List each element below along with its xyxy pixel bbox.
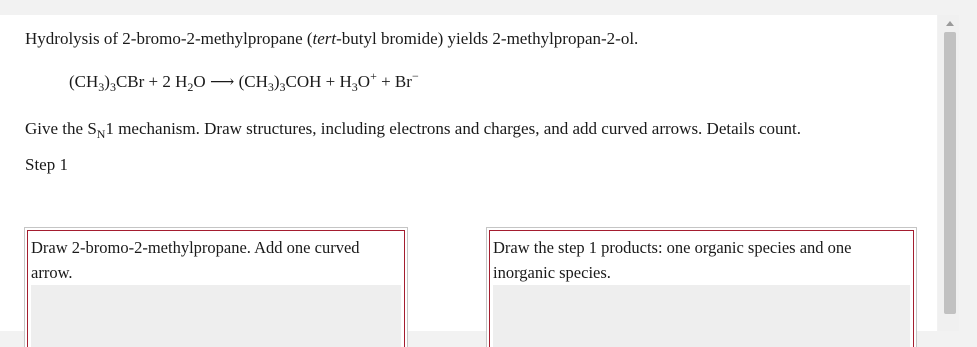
drawing-canvas[interactable] [31, 285, 401, 347]
eq-subscript: 3 [109, 80, 116, 94]
step-label: Step 1 [25, 155, 68, 174]
eq-part: ) [273, 72, 280, 91]
drawing-canvas[interactable] [493, 285, 910, 347]
eq-part: (CH [69, 72, 99, 91]
question-intro [25, 29, 638, 49]
draw-panel-products [486, 227, 917, 347]
intro-italic: tert [312, 29, 337, 48]
eq-subscript: 2 [187, 80, 194, 94]
intro-text-start: Hydrolysis of 2-bromo-2-methylpropane ( [25, 29, 313, 48]
vertical-scrollbar[interactable] [938, 15, 959, 331]
eq-part: O [193, 72, 206, 91]
eq-part: O [357, 72, 371, 91]
eq-part: (CH [238, 72, 268, 91]
eq-part: COH + H [285, 72, 352, 91]
question-instructions [25, 119, 801, 139]
panel-prompt: Draw the step 1 products: one organic species and one inorganic species. [493, 238, 852, 282]
panel-prompt: Draw 2-bromo-2-methylpropane. Add one curved arrow. [31, 238, 360, 282]
eq-subscript: 3 [279, 80, 286, 94]
eq-subscript: 3 [351, 80, 358, 94]
eq-part: CBr + 2 H [115, 72, 188, 91]
scroll-up-arrow-icon[interactable] [946, 21, 954, 26]
scrollbar-thumb[interactable] [944, 32, 956, 314]
instr-subscript: N [96, 127, 106, 141]
eq-part: + Br [376, 72, 412, 91]
eq-superscript: + [370, 69, 377, 83]
eq-subscript: 3 [98, 80, 105, 94]
reaction-arrow: ⟶ [205, 72, 239, 91]
reaction-equation [69, 69, 419, 94]
eq-subscript: 3 [267, 80, 274, 94]
eq-part: ) [104, 72, 110, 91]
panel-frame [27, 230, 405, 347]
eq-superscript: − [411, 69, 419, 83]
instr-text-start: Give the S [25, 119, 97, 138]
intro-text-end: -butyl bromide) yields 2-methylpropan-2-ol. [336, 29, 639, 48]
question-content [0, 15, 937, 331]
draw-panel-reactant [24, 227, 408, 347]
panel-frame [489, 230, 914, 347]
instr-text-end: 1 mechanism. Draw structures, including electrons and charges, and add curved arrows. Details count. [105, 119, 801, 138]
